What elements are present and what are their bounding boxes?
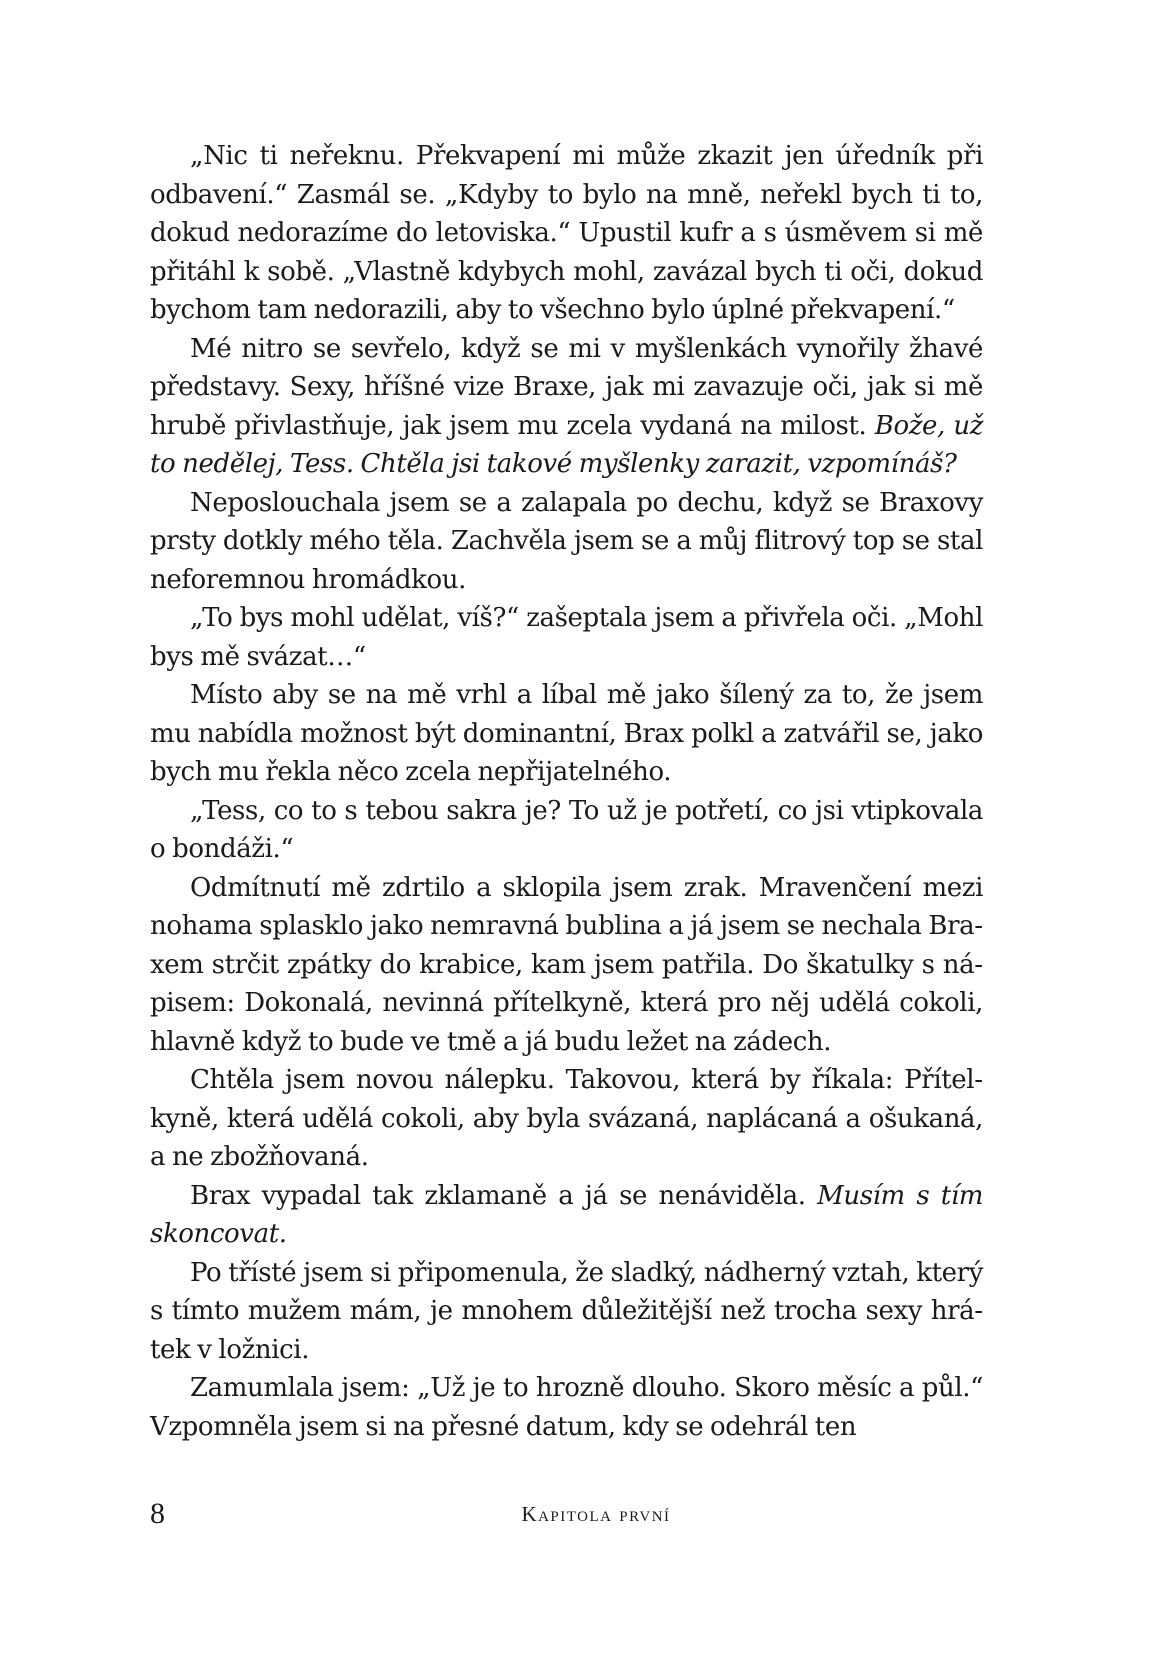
text-run: Po třísté jsem si připomenula, že sladký, nádherný vztah, který s tímto mužem mám, je mnohem důležitější než trocha sexy hrátek v ložnici. <box>150 1257 983 1365</box>
text-run: „Tess, co to s tebou sakra je? To už je potřetí, co jsi vtipkovala o bondáži.“ <box>150 795 983 864</box>
paragraph <box>150 1177 983 1254</box>
text-run: Neposlouchala jsem se a zalapala po dechu, když se Braxovy prsty dotkly mého těla. Zachvěla jsem se a můj flitrový top se stal neforemnou hromádkou. <box>150 487 983 595</box>
paragraph <box>150 792 983 869</box>
text-run: Mé nitro se sevřelo, když se mi v myšlenkách vynořily žhavé představy. Sexy, hříšné vize Braxe, jak mi zavazuje oči, jak si mě hrubě přivlastňuje, jak jsem mu zcela vydaná na milost. <box>150 333 983 441</box>
text-run: Zamumlala jsem: „Už je to hrozně dlouho. Skoro měsíc a půl.“ Vzpomněla jsem si na přesné datum, kdy se odehrál ten <box>150 1373 983 1442</box>
paragraph <box>150 1061 983 1177</box>
paragraph <box>150 1369 983 1446</box>
paragraph <box>150 484 983 600</box>
paragraph <box>150 599 983 676</box>
text-run: „Nic ti neřeknu. Překvapení mi může zkazit jen úředník při odbavení.“ Zasmál se. „Kdyby to bylo na mně, neřekl bych ti to, dokud nedorazíme do letoviska.“ Upustil kufr a s úsměvem si mě přitáhl k sobě. „Vlastně kdybych mohl, zavázal bych ti oči, dokud bychom tam nedorazili, aby to všechno bylo úplné překvapení.“ <box>150 141 983 325</box>
text-run: Brax vypadal tak zklamaně a já se nenáviděla. <box>190 1180 818 1211</box>
paragraph <box>150 869 983 1062</box>
body-text <box>150 137 983 1446</box>
text-run: Místo aby se na mě vrhl a líbal mě jako šílený za to, že jsem mu nabídla možnost být dominantní, Brax polkl a zatvářil se, jako bych mu řekla něco zcela nepřijatelného. <box>150 680 983 787</box>
page-number: 8 <box>150 1497 165 1530</box>
paragraph <box>150 1254 983 1370</box>
text-run: Chtěla jsem novou nálepku. Takovou, která by říkala: Přítelkyně, která udělá cokoli, aby byla svázaná, naplácaná a ošukaná, a ne zbožňovaná. <box>150 1065 983 1172</box>
running-head: Kapitola první <box>521 1502 671 1526</box>
paragraph <box>150 137 983 330</box>
paragraph <box>150 330 983 484</box>
italic-text: Bože, už to nedělej, Tess. Chtěla jsi takové myšlenky zarazit, vzpomínáš? <box>150 410 983 479</box>
paragraph <box>150 676 983 792</box>
text-run: Odmítnutí mě zdrtilo a sklopila jsem zrak. Mravenčení mezi nohama splasklo jako nemravná bublina a já jsem se nechala Braxem strčit zpátky do krabice, kam jsem patřila. Do škatulky s nápisem: Dokonalá, nevinná přítelkyně, která pro něj udělá cokoli, hlavně když to bude ve tmě a já budu ležet na zádech. <box>150 872 983 1057</box>
text-run: „To bys mohl udělat, víš?“ zašeptala jsem a přivřela oči. „Mohl bys mě svázat…“ <box>150 603 983 672</box>
italic-text: Musím s tím skoncovat. <box>150 1180 983 1249</box>
